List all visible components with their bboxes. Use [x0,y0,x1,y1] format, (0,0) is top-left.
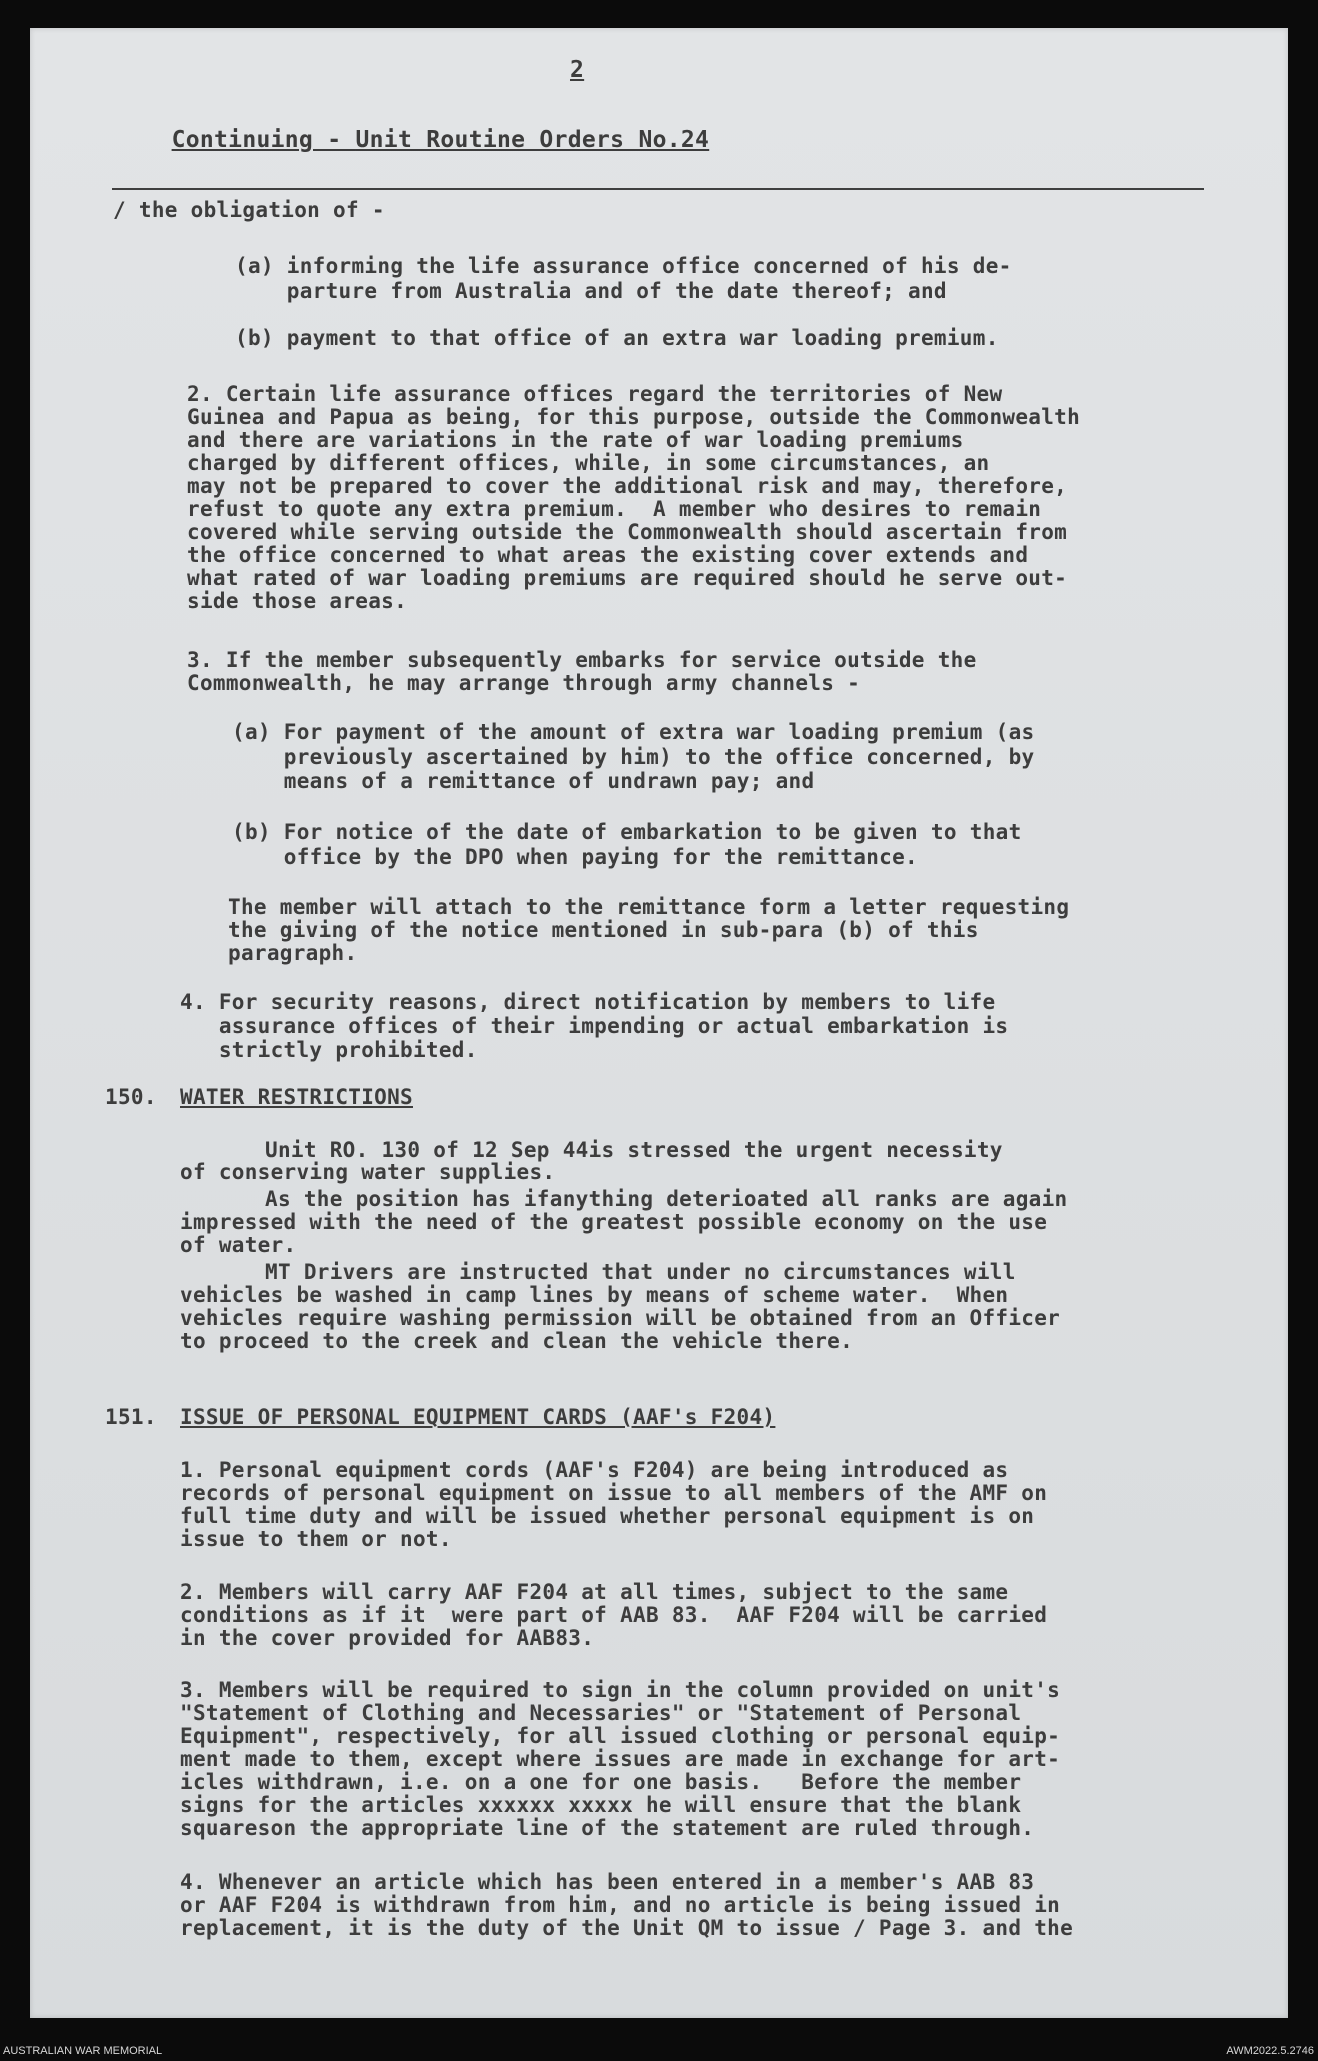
page-number: 2 [570,57,585,83]
text-line: the office concerned to what areas the existing cover extends and [187,543,1029,567]
heading-title: Unit Routine Orders No.24 [355,127,710,153]
section-title: WATER RESTRICTIONS [180,1085,413,1109]
text-line: MT Drivers are instructed that under no circumstances will [265,1260,1016,1284]
text-line: replacement, it is the duty of the Unit QM to issue / Page 3. and the [180,1916,1074,1940]
text-line: paragraph. [228,941,358,965]
section-number: 150. [105,1085,157,1109]
text-line: full time duty and will be issued whether personal equipment is on [180,1504,1035,1528]
text-line: 4. For security reasons, direct notification by members to life [180,990,996,1014]
text-line: and there are variations in the rate of war loading premiums [187,428,964,452]
text-line: charged by different offices, while, in some circumstances, an [187,451,990,475]
text-line: "Statement of Clothing and Necessaries" or "Statement of Personal [180,1701,1022,1725]
text-line: The member will attach to the remittance form a letter requesting [228,895,1070,919]
header-rule [112,188,1204,190]
section-number: 151. [105,1405,157,1429]
text-line: 4. Whenever an article which has been entered in a member's AAB 83 [180,1870,1035,1894]
document-heading [115,104,709,176]
text-line: means of a remittance of undrawn pay; and [232,769,815,793]
text-line: of conserving water supplies. [180,1160,556,1184]
text-line: (b) payment to that office of an extra war loading premium. [235,326,999,350]
text-line: of water. [180,1233,297,1257]
text-line: impressed with the need of the greatest possible economy on the use [180,1210,1048,1234]
text-line: (b) For notice of the date of embarkation to be given to that [232,820,1022,844]
text-line: conditions as if it were part of AAB 83. AAF F204 will be carried [180,1603,1048,1627]
text-line: signs for the articles xxxxxx xxxxx he will ensure that the blank [180,1793,1022,1817]
footer-credit: AUSTRALIAN WAR MEMORIAL [3,2045,163,2057]
text-line: refust to quote any extra premium. A member who desires to remain [187,497,1042,521]
text-line: the giving of the notice mentioned in sub-para (b) of this [228,918,979,942]
text-line: (a) informing the life assurance office concerned of his de- [235,254,1012,278]
text-line: 2. Members will carry AAF F204 at all times, subject to the same [180,1580,1009,1604]
heading-prefix: Continuing - [171,127,356,153]
text-line: (a) For payment of the amount of extra war loading premium (as [232,720,1035,744]
text-line: may not be prepared to cover the additional risk and may, therefore, [187,474,1068,498]
text-line: icles withdrawn, i.e. on a one for one basis. Before the member [180,1770,1022,1794]
text-line: 1. Personal equipment cords (AAF's F204) are being introduced as [180,1458,1009,1482]
text-line: previously ascertained by him) to the office concerned, by [232,745,1035,769]
text-line: what rated of war loading premiums are required should he serve out- [187,566,1068,590]
text-line: issue to them or not. [180,1527,452,1551]
text-line: or AAF F204 is withdrawn from him, and no article is being issued in [180,1893,1061,1917]
text-line: 3. If the member subsequently embarks for service outside the [187,648,977,672]
text-line: office by the DPO when paying for the remittance. [232,845,918,869]
text-line: strictly prohibited. [180,1038,478,1062]
text-line: / the obligation of - [113,198,385,222]
text-line: 2. Certain life assurance offices regard the territories of New [187,382,1003,406]
text-line: Guinea and Papua as being, for this purpose, outside the Commonwealth [187,405,1081,429]
text-line: As the position has ifanything deterioated all ranks are again [265,1187,1068,1211]
text-line: records of personal equipment on issue to all members of the AMF on [180,1481,1048,1505]
text-line: parture from Australia and of the date thereof; and [235,279,947,303]
text-line: ment made to them, except where issues are made in exchange for art- [180,1747,1061,1771]
text-line: squareson the appropriate line of the statement are ruled through. [180,1816,1035,1840]
text-line: to proceed to the creek and clean the vehicle there. [180,1329,854,1353]
text-line: 3. Members will be required to sign in the column provided on unit's [180,1678,1061,1702]
text-line: side those areas. [187,589,408,613]
footer-reference: AWM2022.5.2746 [1226,2045,1314,2057]
section-title: ISSUE OF PERSONAL EQUIPMENT CARDS (AAF's F204) [180,1405,776,1429]
text-line: Unit RO. 130 of 12 Sep 44is stressed the urgent necessity [265,1138,1003,1162]
text-line: Commonwealth, he may arrange through army channels - [187,671,861,695]
text-line: vehicles require washing permission will be obtained from an Officer [180,1306,1061,1330]
text-line: in the cover provided for AAB83. [180,1626,595,1650]
text-line: covered while serving outside the Commonwealth should ascertain from [187,520,1068,544]
text-line: assurance offices of their impending or actual embarkation is [180,1014,1009,1038]
text-line: vehicles be washed in camp lines by means of scheme water. When [180,1283,1009,1307]
text-line: Equipment", respectively, for all issued clothing or personal equip- [180,1724,1061,1748]
